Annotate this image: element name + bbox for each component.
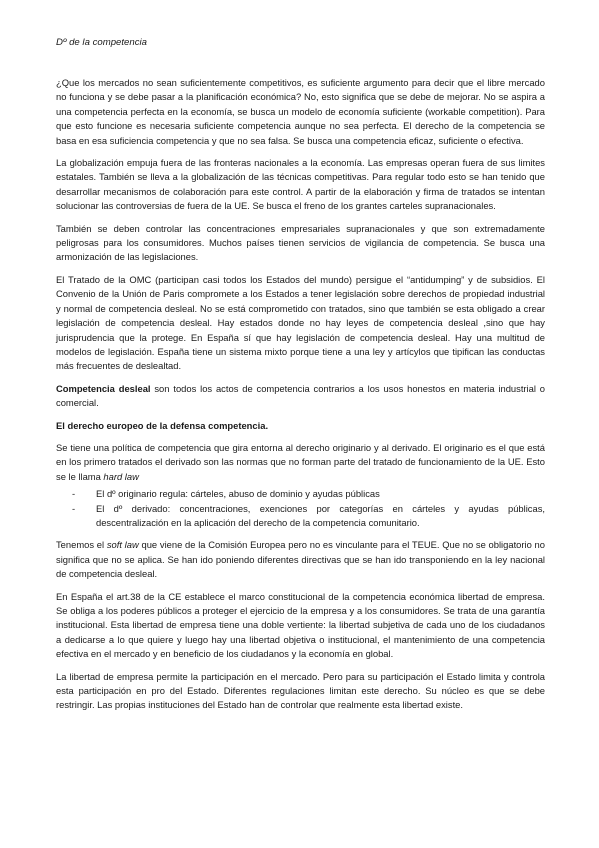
paragraph-8: En España el art.38 de la CE establece el marco constitucional de la competencia económica libertad de empresa. Se obliga a los poderes públicos a proteger el ejercicio de la empresa y a los consumidores. Se trata de una garantía institucional. Esta libertad de empresa tiene una doble vertiente: la libertad subjetiva de cada uno de los ciudadanos a dedicarse a lo que quiere y luego hay una libertad objetiva o institucional, el mantenimiento de una competencia efectiva en el mercado y en beneficio de los ciudadanos y la economía en global. [56, 590, 545, 660]
bullet-list [56, 487, 545, 530]
bullet-item: - El dº derivado: concentraciones, exenciones por categorías en cárteles y ayudas públicas, descentralización en la aplicación del derecho de la competencia comunitario. [56, 502, 545, 531]
page-header: Dº de la competencia [56, 37, 147, 48]
paragraph-9: La libertad de empresa permite la participación en el mercado. Pero para su participación el Estado limita y controla esta participación en pro del Estado. Diferentes regulaciones limitan este derecho. Su núcleo es que se debe restringir. Las propias instituciones del Estado han de controlar que realmente esta libertad existe. [56, 670, 545, 711]
paragraph-1: ¿Que los mercados no sean suficientemente competitivos, es suficiente argumento para decir que el libre mercado no funciona y se debe pasar a la planificación económica? No, esto significa que se debe de mejorar. No se aspira a una competencia perfecta en la economía, se busca un modelo de economía suficiente (workable competition). Para que esto funcione es necesaria suficiente competencia aunque no sea perfecta. El derecho de la competencia se basa en esa suficiencia competencia y que no sea falsa. Se busca una competencia eficaz, suficiente o efectiva. [56, 77, 545, 146]
paragraph-3: También se deben controlar las concentraciones empresariales supranacionales y que son extremadamente peligrosas para los consumidores. Muchos países tienen servicios de vigilancia de competencia. Se busca una armonización de las legislaciones. [56, 222, 545, 263]
paragraph-5-text: son todos los actos de competencia contrarios a los usos honestos en materia industrial o comercial. [56, 382, 545, 409]
section-heading: El derecho europeo de la defensa competencia. [56, 419, 269, 431]
paragraph-7-text-a: Tenemos el [56, 539, 107, 551]
paragraph-7 [56, 538, 545, 581]
term-hard-law: hard law [103, 470, 139, 482]
bullet-item: - El dº originario regula: cárteles, abuso de dominio y ayudas públicas [56, 487, 545, 501]
paragraph-6 [56, 441, 545, 484]
term-competencia-desleal: Competencia desleal [56, 382, 151, 394]
paragraph-4: El Tratado de la OMC (participan casi todos los Estados del mundo) persigue el “antidumping” y de subsidios. El Convenio de la Unión de Paris compromete a los Estados a tener legislación sobre derechos de propiedad industrial y normal de competencia desleal. No se está comprometido con tratados, sino que también se esta obligado a crear legislación de competencia desleal. Hay estados donde no hay leyes de competencia desleal ,sino que hay jurisprudencia que la protege. En España sí que hay legislación de competencia desleal. Hay una multitud de modelos de legislación. España tiene un sistema mixto porque tiene a una ley y artícylos que tipifican las conductas más frecuentes de deslealtad. [56, 273, 545, 372]
paragraph-2: La globalización empuja fuera de las fronteras nacionales a la economía. Las empresas operan fuera de sus limites estatales. También se lleva a la globalización de las técnicas competitivas. Para regular todo esto se han tenido que desarrollar mecanismos de colaboración para este control. A partir de la elaboración y firma de tratados se intentan solucionar las controversias de fuera de la UE. Se busca el freno de los grantes carteles supranacionales. [56, 157, 545, 212]
paragraph-6-text: Se tiene una política de competencia que gira entorna al derecho originario y al derivado. El originario es el que está en los primero tratados el derivado son las normas que no forman parte del tratado de funcionamiento de la UE. Esto se le llama [56, 441, 545, 482]
term-soft-law: soft law [106, 539, 139, 551]
document-page [56, 36, 545, 721]
paragraph-5 [56, 382, 545, 411]
paragraph-7-text-b: que viene de la Comisión Europea pero no es vinculante para el TEUE. Que no se obligatorio no significa que no se aplica. Se han ido poniendo diferentes directivas que se han ido transponiendo en la ley nacional de competencia desleal. [56, 539, 545, 580]
